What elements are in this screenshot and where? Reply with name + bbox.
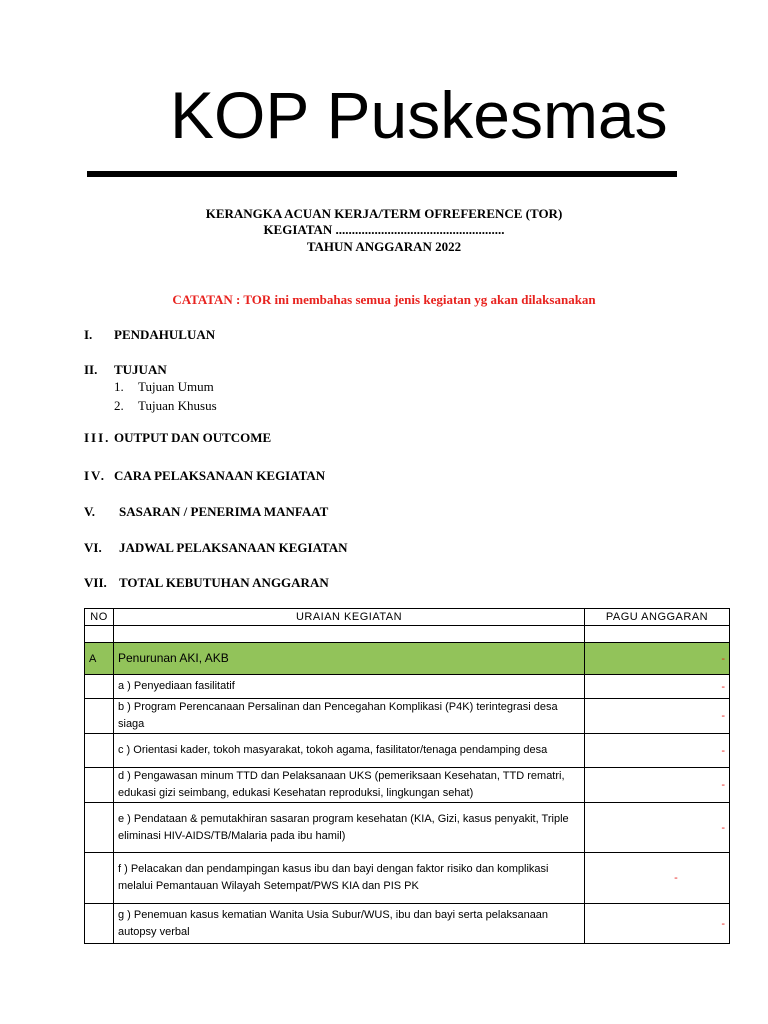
section-number: VI. — [84, 540, 102, 555]
header-pagu: PAGU ANGGARAN — [585, 609, 730, 626]
table-row — [85, 803, 730, 853]
section-output — [84, 430, 271, 446]
section-number: IV. — [84, 468, 107, 483]
budget-table — [84, 608, 730, 944]
group-pagu: - — [585, 643, 730, 675]
section-label: CARA PELAKSANAAN KEGIATAN — [114, 468, 326, 483]
table-row — [85, 675, 730, 699]
row-uraian: a ) Penyediaan fasilitatif — [114, 675, 585, 699]
item-label: Tujuan Umum — [138, 379, 214, 394]
row-pagu: - — [585, 853, 730, 904]
section-pendahuluan — [84, 327, 215, 343]
section-tujuan — [84, 362, 167, 378]
section-number: II. — [84, 362, 98, 377]
tujuan-item — [114, 398, 217, 414]
section-label: OUTPUT DAN OUTCOME — [114, 430, 272, 445]
section-number: III. — [84, 430, 111, 445]
table-row — [85, 904, 730, 944]
table-header-row — [85, 609, 730, 626]
budget-year: TAHUN ANGGARAN 2022 — [306, 239, 462, 254]
row-uraian: e ) Pendataan & pemutakhiran sasaran program kesehatan (KIA, Gizi, kasus penyakit, Triple eliminasi HIV-AIDS/TB/Malaria pada ibu hamil) — [114, 803, 585, 853]
section-cara-pelaksanaan — [84, 468, 325, 484]
table-group-row — [85, 643, 730, 675]
note-text: CATATAN : TOR ini membahas semua jenis kegiatan yg akan dilaksanakan — [172, 292, 596, 307]
item-number: 1. — [114, 379, 124, 394]
section-number: VII. — [84, 575, 107, 590]
row-uraian: g ) Penemuan kasus kematian Wanita Usia Subur/WUS, ibu dan bayi serta pelaksanaan autopsy verbal — [114, 904, 585, 944]
section-jadwal — [84, 540, 348, 556]
section-number: I. — [84, 327, 93, 342]
row-pagu: - — [585, 803, 730, 853]
table-row — [85, 734, 730, 768]
group-no: A — [85, 643, 114, 675]
row-pagu: - — [585, 734, 730, 768]
letterhead-title: KOP Puskesmas — [170, 78, 668, 152]
row-pagu: - — [585, 675, 730, 699]
header-no: NO — [85, 609, 114, 626]
section-number: V. — [84, 504, 95, 519]
section-label: TUJUAN — [114, 362, 167, 377]
row-uraian: d ) Pengawasan minum TTD dan Pelaksanaan UKS (pemeriksaan Kesehatan, TTD rematri, edukasi gizi seimbang, edukasi Kesehatan reproduksi, lingkungan sehat) — [114, 768, 585, 803]
item-number: 2. — [114, 398, 124, 413]
table-row — [85, 853, 730, 904]
row-pagu: - — [585, 768, 730, 803]
letterhead-rule — [87, 171, 677, 177]
document-title: KERANGKA ACUAN KERJA/TERM OFREFERENCE (TOR) — [205, 206, 563, 221]
table-row — [85, 699, 730, 734]
activity-name-line: KEGIATAN .................................................... — [263, 222, 505, 237]
row-pagu: - — [585, 699, 730, 734]
header-uraian: URAIAN KEGIATAN — [114, 609, 585, 626]
row-uraian: c ) Orientasi kader, tokoh masyarakat, tokoh agama, fasilitator/tenaga pendamping desa — [114, 734, 585, 768]
section-label: PENDAHULUAN — [114, 327, 216, 342]
section-label: JADWAL PELAKSANAAN KEGIATAN — [119, 540, 348, 555]
section-label: TOTAL KEBUTUHAN ANGGARAN — [119, 575, 329, 590]
table-spacer-row — [85, 626, 730, 643]
table-row — [85, 768, 730, 803]
section-sasaran — [84, 504, 328, 520]
tujuan-item — [114, 379, 214, 395]
section-label: SASARAN / PENERIMA MANFAAT — [119, 504, 329, 519]
row-uraian: f ) Pelacakan dan pendampingan kasus ibu dan bayi dengan faktor risiko dan komplikasi melalui Pemantauan Wilayah Setempat/PWS KIA dan PIS PK — [114, 853, 585, 904]
row-uraian: b ) Program Perencanaan Persalinan dan Pencegahan Komplikasi (P4K) terintegrasi desa siaga — [114, 699, 585, 734]
item-label: Tujuan Khusus — [138, 398, 217, 413]
row-pagu: - — [585, 904, 730, 944]
section-total-anggaran — [84, 575, 329, 591]
group-uraian: Penurunan AKI, AKB — [114, 643, 585, 675]
